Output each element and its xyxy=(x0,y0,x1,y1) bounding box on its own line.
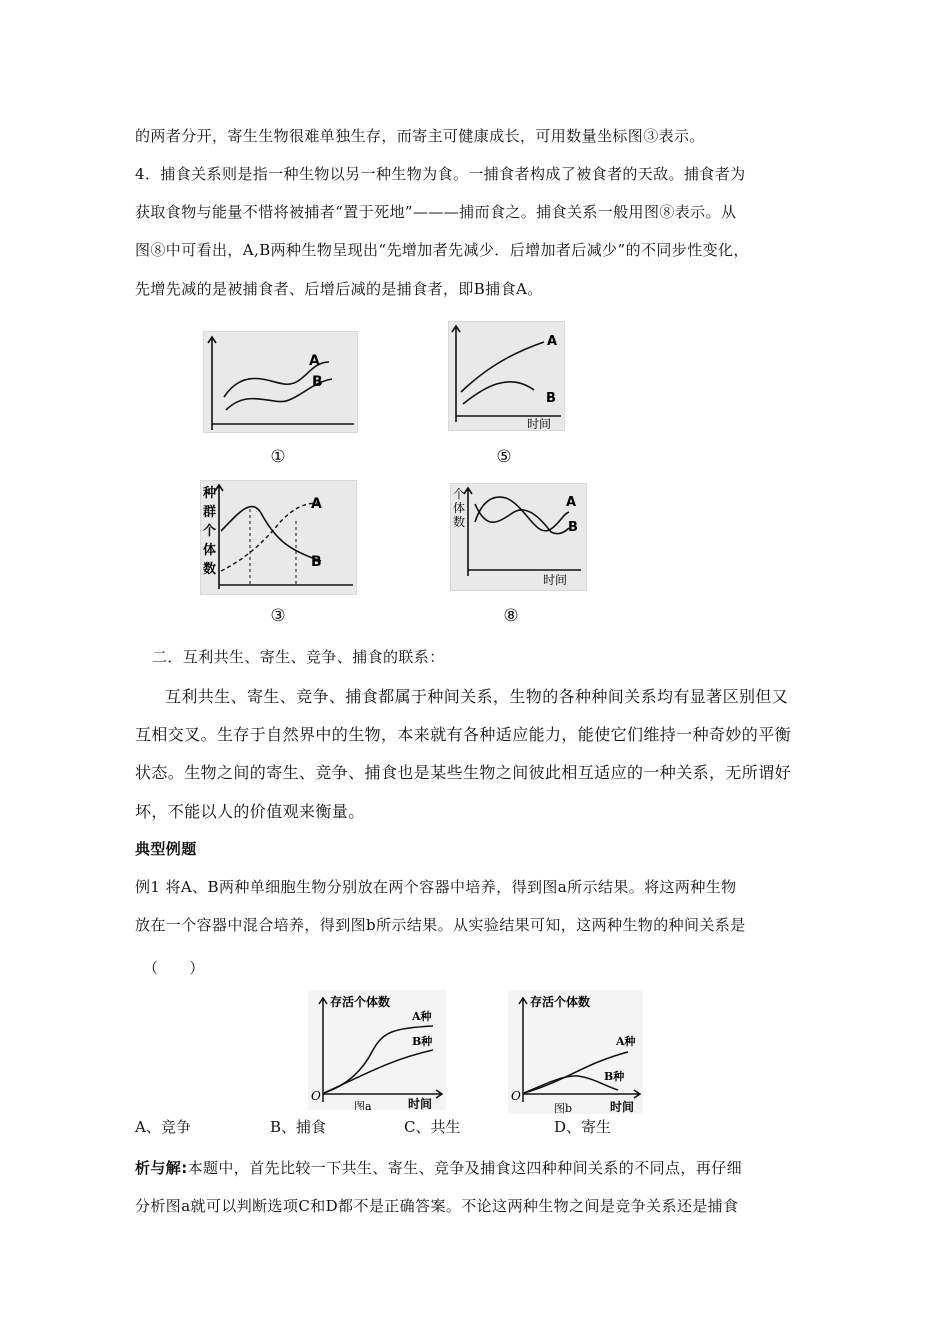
y-axis-label: 体 xyxy=(203,543,217,558)
figure-b-caption: 图b xyxy=(554,1102,573,1114)
figure-3-caption: ③ xyxy=(270,606,286,626)
x-axis-label: 时间 xyxy=(543,573,568,587)
paragraph-line: 状态。生物之间的寄生、竞争、捕食也是某些生物之间彼此相互适应的一种关系，无所谓好 xyxy=(135,763,792,782)
analysis-line: 分析图a就可以判断选项C和D都不是正确答案。不论这两种生物之间是竞争关系还是捕食 xyxy=(135,1197,739,1215)
figure-8 xyxy=(450,483,587,591)
analysis-label: 析与解: xyxy=(135,1159,188,1177)
y-axis-label: 个 xyxy=(203,524,217,539)
series-b-label: B xyxy=(568,520,578,535)
option-c: C、共生 xyxy=(404,1118,461,1136)
y-axis-label: 存活个体数 xyxy=(530,995,591,1009)
paragraph-line: 的两者分开，寄生生物很难单独生存，而寄主可健康成长，可用数量坐标图③表示。 xyxy=(135,127,705,145)
figure-5 xyxy=(448,321,565,431)
x-axis-label: 时间 xyxy=(408,1097,433,1110)
option-d: D、寄生 xyxy=(554,1118,612,1136)
y-axis-label: 数 xyxy=(453,515,466,529)
option-b: B、捕食 xyxy=(270,1118,327,1136)
figure-1 xyxy=(203,331,358,433)
question-line: 放在一个容器中混合培养，得到图b所示结果。从实验结果可知，这两种生物的种间关系是 xyxy=(135,916,746,934)
series-b-label: B种 xyxy=(604,1070,625,1083)
series-a-label: A xyxy=(309,353,320,369)
series-b-label: B种 xyxy=(412,1035,433,1048)
section-heading: 二．互利共生、寄生、竞争、捕食的联系： xyxy=(152,648,445,666)
x-axis-label: 时间 xyxy=(527,417,552,430)
y-axis-label: 数 xyxy=(203,562,217,577)
series-b-label: B xyxy=(311,554,322,570)
question-line: 例1 将A、B两种单细胞生物分别放在两个容器中培养，得到图a所示结果。将这两种生物 xyxy=(135,878,737,896)
y-axis-label: 体 xyxy=(453,501,466,515)
figure-a-caption: 图a xyxy=(354,1100,372,1110)
series-a-label: A xyxy=(547,334,558,349)
paragraph-line: 互利共生、寄生、竞争、捕食都属于种间关系，生物的各种种间关系均有显著区别但又 xyxy=(165,687,789,706)
figure-3 xyxy=(200,480,357,595)
paragraph-line: 先增先减的是被捕食者、后增后减的是捕食者，即B捕食A。 xyxy=(135,280,543,298)
origin-label: O xyxy=(511,1089,521,1103)
paragraph-line: 获取食物与能量不惜将被捕者“置于死地”———捕而食之。捕食关系一般用图⑧表示。从 xyxy=(135,203,737,221)
figure-5-caption: ⑤ xyxy=(496,447,512,467)
figure-a xyxy=(308,990,446,1110)
paragraph-line: 4．捕食关系则是指一种生物以另一种生物为食。一捕食者构成了被食者的天敌。捕食者为 xyxy=(135,165,746,183)
series-a-label: A xyxy=(566,495,577,510)
paragraph-line: 图⑧中可看出，A,B两种生物呈现出“先增加者先减少．后增加者后减少”的不同步性变化， xyxy=(135,241,749,259)
origin-label: O xyxy=(311,1089,321,1103)
series-a-label: A种 xyxy=(616,1035,636,1048)
y-axis-label: 群 xyxy=(203,505,217,520)
option-a: A、竞争 xyxy=(135,1118,191,1136)
figure-b xyxy=(508,990,643,1114)
figure-1-caption: ① xyxy=(270,447,286,467)
answer-blank: （ ） xyxy=(143,959,205,977)
y-axis-label: 种 xyxy=(203,486,217,501)
series-a-label: A xyxy=(311,496,322,512)
example-title: 典型例题 xyxy=(135,840,197,858)
y-axis-label: 个 xyxy=(453,487,466,501)
x-axis-label: 时间 xyxy=(610,1100,635,1114)
analysis-line xyxy=(135,1157,742,1178)
y-axis-label: 存活个体数 xyxy=(330,995,391,1009)
series-b-label: B xyxy=(312,374,323,390)
analysis-text: 本题中，首先比较一下共生、寄生、竞争及捕食这四种种间关系的不同点，再仔细 xyxy=(187,1159,743,1177)
series-a-label: A种 xyxy=(412,1010,432,1023)
series-b-label: B xyxy=(546,391,556,406)
paragraph-line: 互相交叉。生存于自然界中的生物，本来就有各种适应能力，能使它们维持一种奇妙的平衡 xyxy=(135,725,792,744)
figure-8-caption: ⑧ xyxy=(503,606,519,626)
paragraph-line: 坏，不能以人的价值观来衡量。 xyxy=(135,802,365,821)
